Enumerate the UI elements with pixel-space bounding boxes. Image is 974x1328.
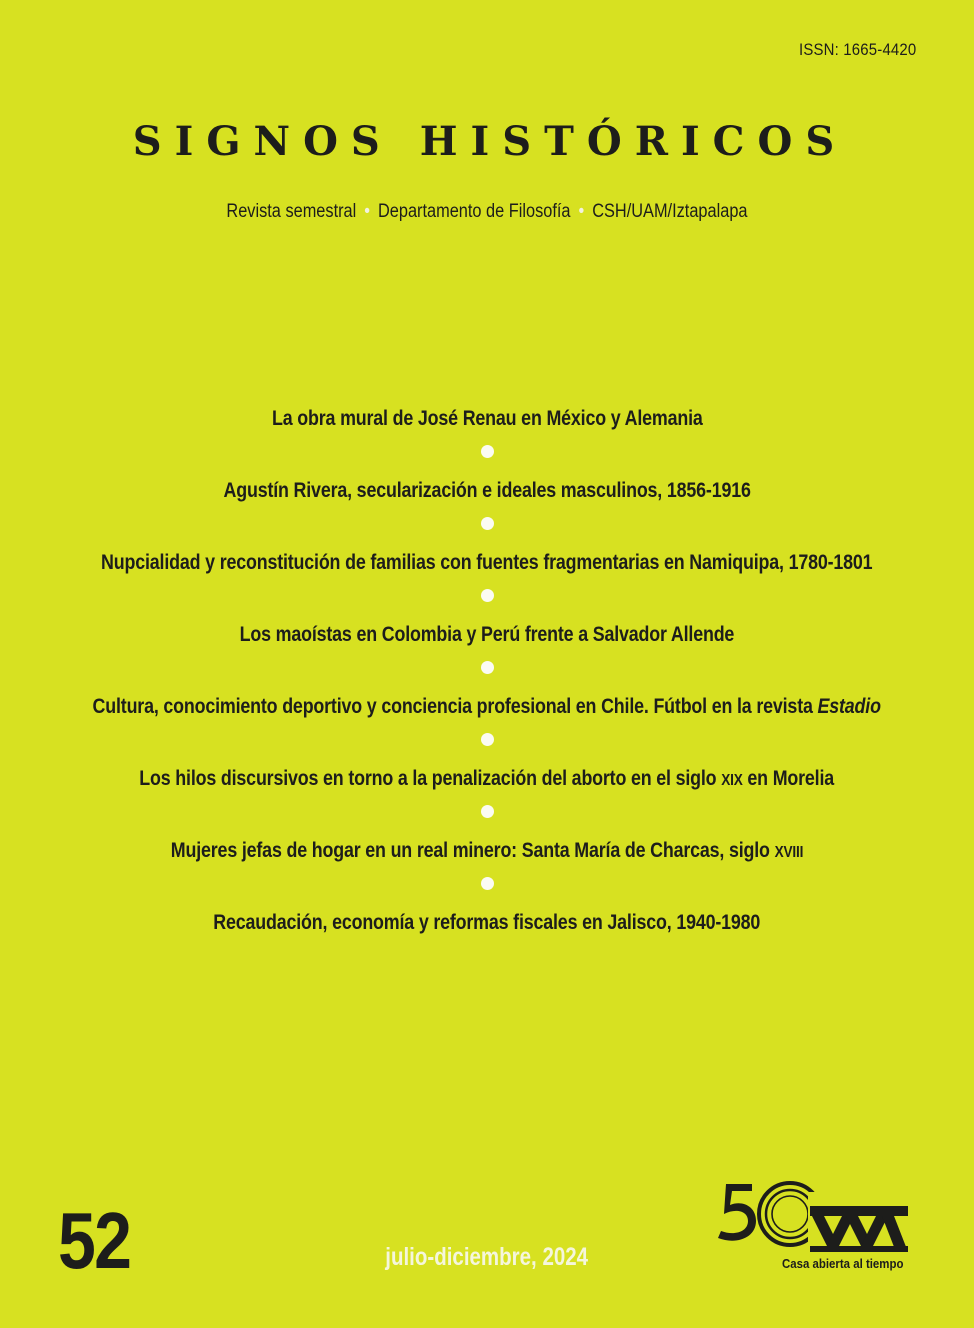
issue-date: julio-diciembre, 2024 xyxy=(385,1243,589,1271)
bullet-separator-icon xyxy=(481,517,494,530)
uam-logo-icon xyxy=(712,1178,922,1258)
century-smallcaps: XVIII xyxy=(774,844,804,861)
bullet-separator-icon xyxy=(481,445,494,458)
journal-subtitle xyxy=(0,201,974,223)
article-title xyxy=(0,763,974,795)
article-title-text: Los hilos discursivos en torno a la penalización del aborto en el siglo xyxy=(139,767,722,790)
issn-label: ISSN: 1665-4420 xyxy=(798,40,916,59)
logo-tagline: Casa abierta al tiempo xyxy=(782,1256,904,1271)
article-title xyxy=(0,835,974,867)
article-title: Recaudación, economía y reformas fiscales en Jalisco, 1940-1980 xyxy=(213,911,761,934)
article-title: Agustín Rivera, secularización e ideales masculinos, 1856-1916 xyxy=(223,479,751,502)
article-title-text: Mujeres jefas de hogar en un real minero: Santa María de Charcas, siglo xyxy=(170,839,775,862)
article-title xyxy=(0,691,974,723)
bullet-separator-icon xyxy=(481,589,494,602)
bullet-separator-icon xyxy=(481,661,494,674)
article-title: Nupcialidad y reconstitución de familias con fuentes fragmentarias en Namiquipa, 1780-1801 xyxy=(101,551,873,574)
subtitle-part-department: Departamento de Filosofía xyxy=(377,201,571,222)
issue-number: 52 xyxy=(58,1196,131,1285)
subtitle-part-institution: CSH/UAM/Iztapalapa xyxy=(592,201,748,222)
article-title-text: en Morelia xyxy=(742,767,835,790)
subtitle-separator: • xyxy=(364,201,371,222)
bullet-separator-icon xyxy=(481,805,494,818)
subtitle-part-frequency: Revista semestral xyxy=(226,201,357,222)
article-title-text: Cultura, conocimiento deportivo y conciencia profesional en Chile. Fútbol en la revista xyxy=(92,695,818,718)
subtitle-separator: • xyxy=(578,201,585,222)
bullet-separator-icon xyxy=(481,733,494,746)
bullet-separator-icon xyxy=(481,877,494,890)
century-smallcaps: XIX xyxy=(721,772,743,789)
journal-title: SIGNOS HISTÓRICOS xyxy=(132,118,848,165)
uam-50-anniversary-logo xyxy=(712,1178,922,1278)
article-title: La obra mural de José Renau en México y Alemania xyxy=(271,407,703,430)
article-title-italic: Estadio xyxy=(817,695,882,718)
article-title: Los maoístas en Colombia y Perú frente a Salvador Allende xyxy=(239,623,735,646)
table-of-contents xyxy=(0,403,974,939)
